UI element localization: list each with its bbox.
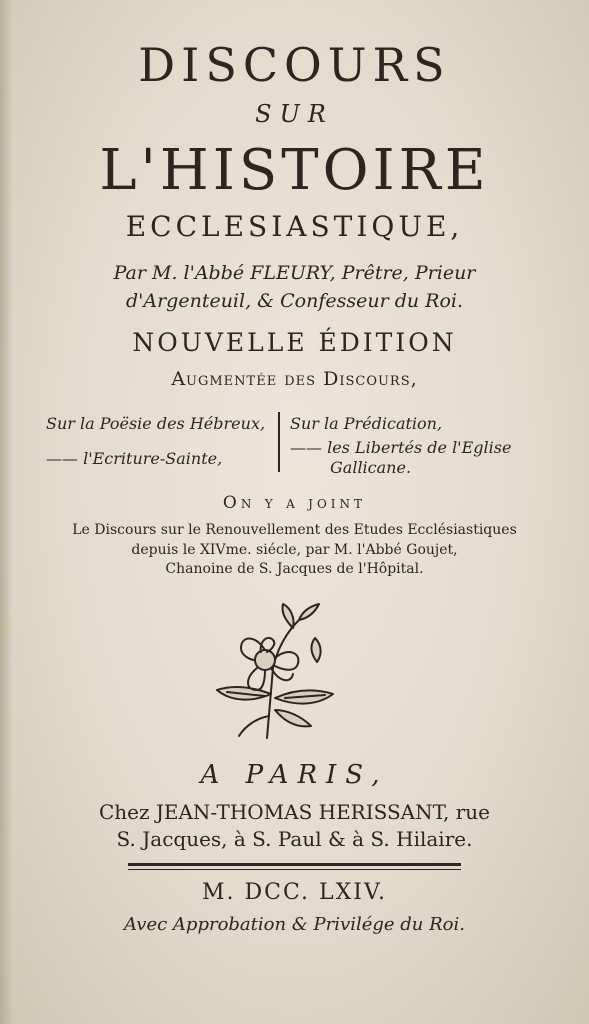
imprint-city: A PARIS, — [200, 760, 389, 790]
discourse-right-2: —— les Libertés de l'Eglise — [290, 438, 512, 457]
imprint-year: M. DCC. LXIV. — [201, 880, 388, 905]
author-line-1: Par M. l'Abbé FLEURY, Prêtre, Prieur — [113, 262, 476, 284]
supplement-heading: On y a joint — [222, 493, 367, 513]
double-rule-thick — [128, 863, 461, 866]
imprint-printer-1: Chez JEAN-THOMAS HERISSANT, rue — [98, 800, 491, 824]
discourse-right-1: Sur la Prédication, — [290, 414, 443, 433]
author-line-2: d'Argenteuil, & Confesseur du Roi. — [125, 290, 464, 312]
discourse-left-1: Sur la Poësie des Hébreux, — [46, 414, 266, 433]
double-rule-thin — [128, 869, 461, 870]
flower-ornament-icon — [205, 598, 345, 748]
title-ecclesiastique: ECCLESIASTIQUE, — [125, 210, 464, 243]
imprint-privilege: Avec Approbation & Privilége du Roi. — [124, 914, 465, 935]
edition-heading: NOUVELLE ÉDITION — [132, 328, 457, 357]
title-histoire: L'HISTOIRE — [99, 138, 490, 203]
supplement-line-2: depuis le XIVme. siécle, par M. l'Abbé Goujet, — [131, 542, 458, 558]
discourse-left-2: —— l'Ecriture-Sainte, — [46, 449, 223, 468]
imprint-printer-2: S. Jacques, à S. Paul & à S. Hilaire. — [116, 827, 473, 851]
title-discours: DISCOURS — [138, 38, 451, 92]
edition-subheading: Augmentée des Discours, — [171, 368, 418, 390]
title-sur: SUR — [255, 100, 334, 128]
discourse-right-3: Gallicane. — [330, 458, 412, 477]
supplement-line-3: Chanoine de S. Jacques de l'Hôpital. — [165, 561, 424, 577]
supplement-line-1: Le Discours sur le Renouvellement des Etudes Ecclésiastiques — [72, 522, 517, 538]
column-divider — [278, 412, 280, 472]
